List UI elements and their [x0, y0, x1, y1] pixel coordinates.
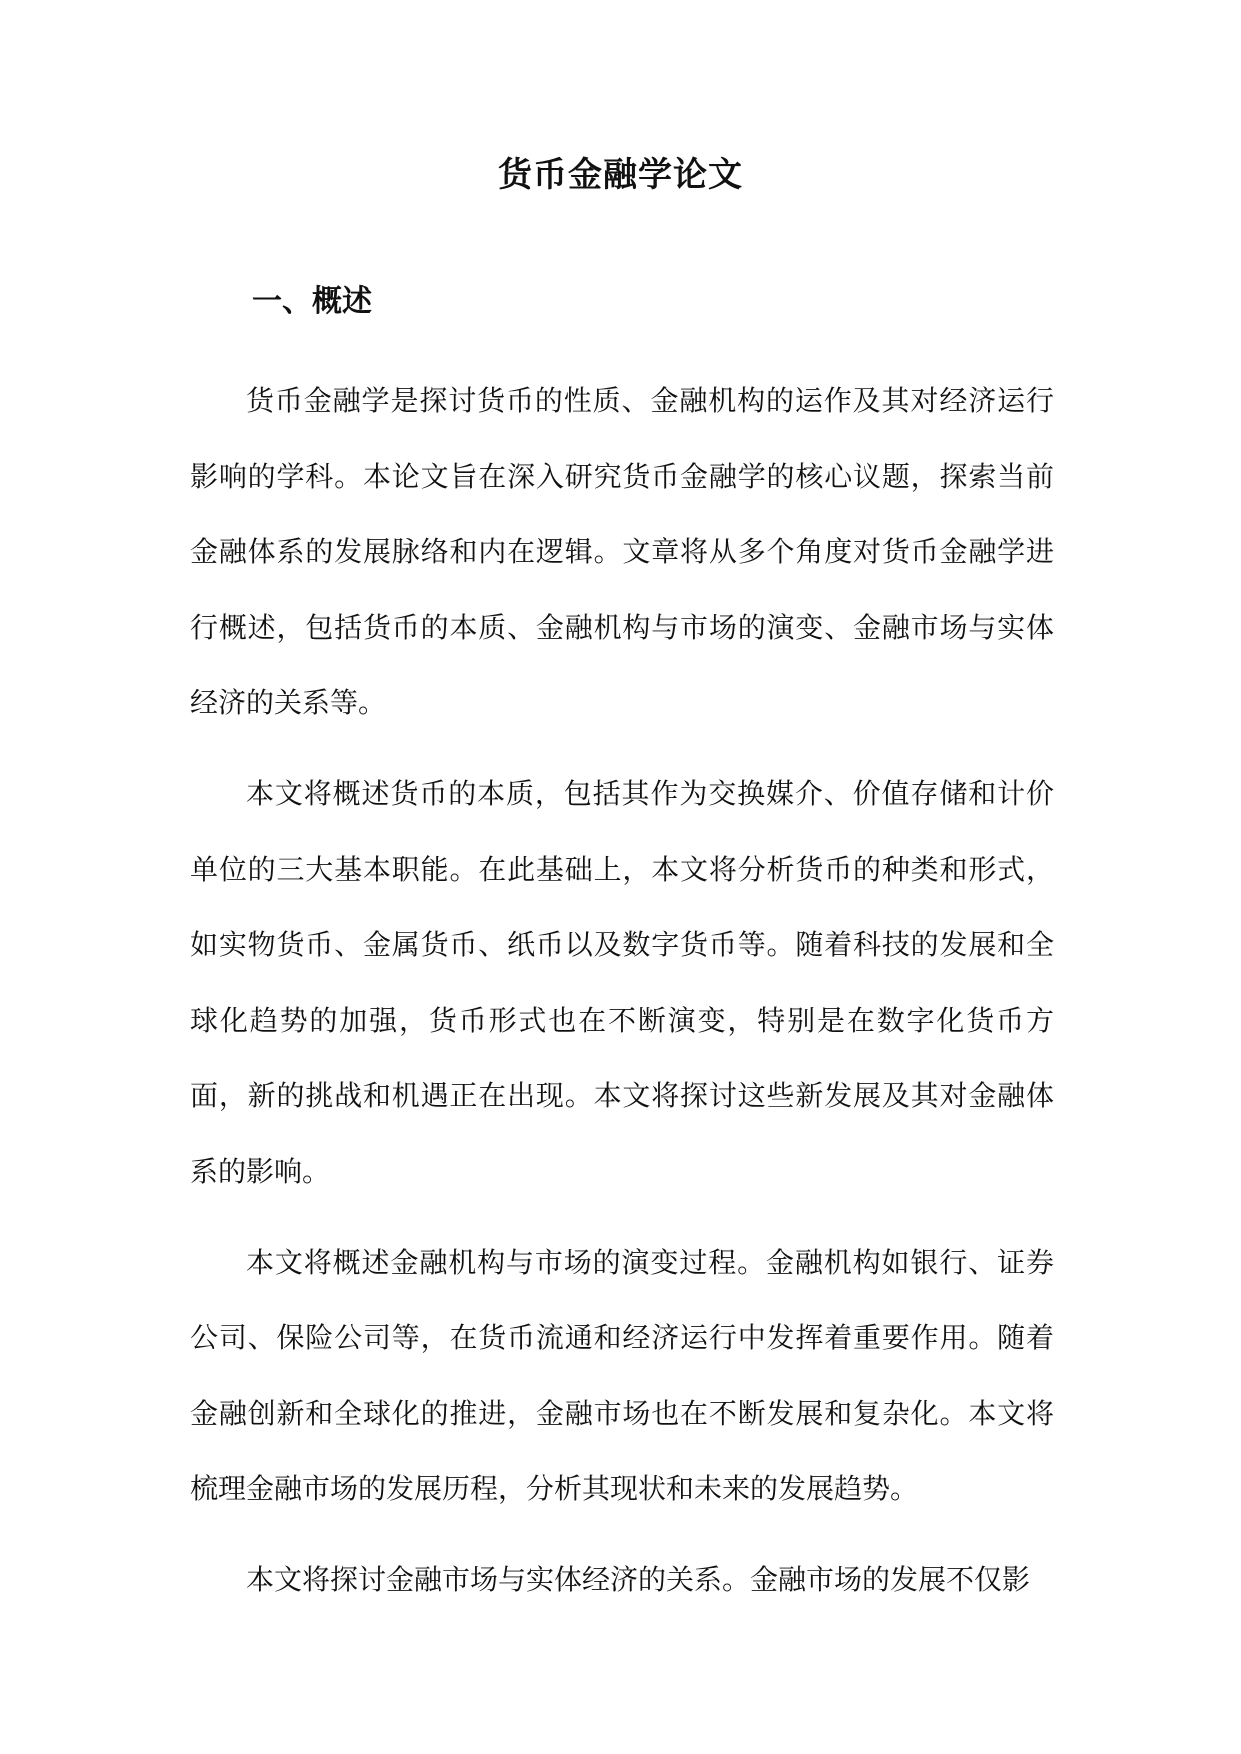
paragraph-markets-real-economy: 本文将探讨金融市场与实体经济的关系。金融市场的发展不仅影 — [246, 1562, 1031, 1596]
section-body-overview — [190, 363, 1054, 1633]
paragraph-intro: 货币金融学是探讨货币的性质、金融机构的运作及其对经济运行影响的学科。本论文旨在深入研究货币金融学的核心议题，探索当前金融体系的发展脉络和内在逻辑。文章将从多个角度对货币金融学进行概述，包括货币的本质、金融机构与市场的演变、金融市场与实体经济的关系等。 — [190, 384, 1054, 720]
document-title: 货币金融学论文 — [498, 155, 743, 195]
section-heading-overview: 一、概述 — [252, 284, 372, 319]
paragraph-institutions-markets: 本文将概述金融机构与市场的演变过程。金融机构如银行、证券公司、保险公司等，在货币流通和经济运行中发挥着重要作用。随着金融创新和全球化的推进，金融市场也在不断发展和复杂化。本文将梳理金融市场的发展历程，分析其现状和未来的发展趋势。 — [190, 1245, 1054, 1506]
paragraph-money-nature: 本文将概述货币的本质，包括其作为交换媒介、价值存储和计价单位的三大基本职能。在此基础上，本文将分析货币的种类和形式，如实物货币、金属货币、纸币以及数字货币等。随着科技的发展和全球化趋势的加强，货币形式也在不断演变，特别是在数字化货币方面，新的挑战和机遇正在出现。本文将探讨这些新发展及其对金融体系的影响。 — [190, 776, 1054, 1188]
